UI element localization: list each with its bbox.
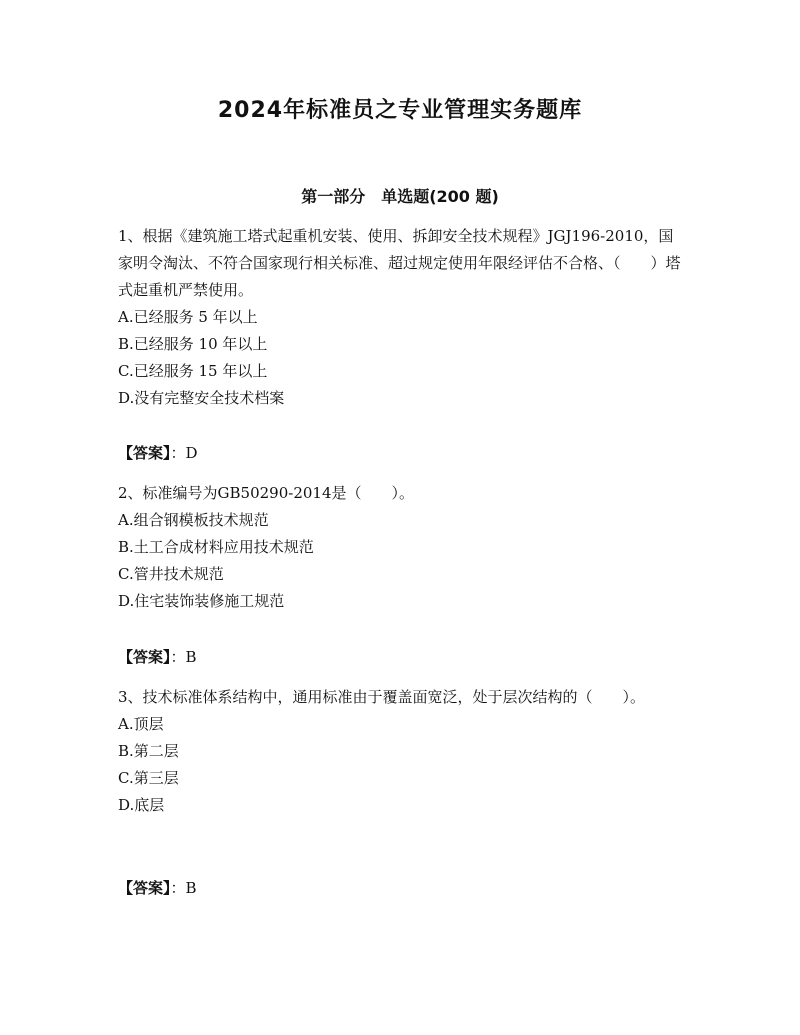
page-title: 2024年标准员之专业管理实务题库 [217, 98, 583, 123]
answer-bracket-right: 】 [163, 444, 171, 462]
option-d: D.住宅装饰装修施工规范 [118, 592, 285, 610]
question-2 [118, 480, 688, 615]
option-b: B.土工合成材料应用技术规范 [118, 538, 314, 556]
answer-bracket-left: 【 [118, 879, 134, 897]
answer-label: 答案 [133, 444, 164, 462]
answer-2 [118, 644, 197, 671]
answer-label: 答案 [133, 648, 164, 666]
option-d: D.底层 [118, 796, 165, 814]
answer-bracket-right: 】 [163, 648, 171, 666]
answer-bracket-left: 【 [118, 648, 134, 666]
option-b: B.已经服务 10 年以上 [118, 335, 268, 353]
option-c: C.管井技术规范 [118, 565, 224, 583]
option-b: B.第二层 [118, 742, 179, 760]
section-heading: 第一部分 单选题(200 题) [301, 187, 499, 206]
answer-bracket-right: 】 [163, 879, 171, 897]
option-a: A.顶层 [118, 715, 164, 733]
answer-label: 答案 [133, 879, 164, 897]
question-stem: 2、标准编号为GB50290-2014是（ ）。 [118, 484, 415, 502]
option-c: C.第三层 [118, 769, 179, 787]
question-stem: 3、技术标准体系结构中，通用标准由于覆盖面宽泛，处于层次结构的（ ）。 [118, 688, 646, 706]
option-c: C.已经服务 15 年以上 [118, 362, 268, 380]
option-a: A.已经服务 5 年以上 [118, 308, 258, 326]
question-stem: 1、根据《建筑施工塔式起重机安装、使用、拆卸安全技术规程》JGJ196-2010，国家明令淘汰、不符合国家现行相关标准、超过规定使用年限经评估不合格、（ ）塔式起重机严禁使用。 [118, 227, 681, 299]
answer-3 [118, 875, 197, 902]
option-d: D.没有完整安全技术档案 [118, 389, 285, 407]
answer-value: ：B [170, 648, 197, 666]
question-1 [118, 223, 688, 412]
question-3 [118, 684, 688, 819]
answer-1 [118, 440, 198, 467]
option-a: A.组合钢模板技术规范 [118, 511, 269, 529]
answer-value: ：B [170, 879, 197, 897]
answer-value: ：D [170, 444, 198, 462]
answer-bracket-left: 【 [118, 444, 134, 462]
